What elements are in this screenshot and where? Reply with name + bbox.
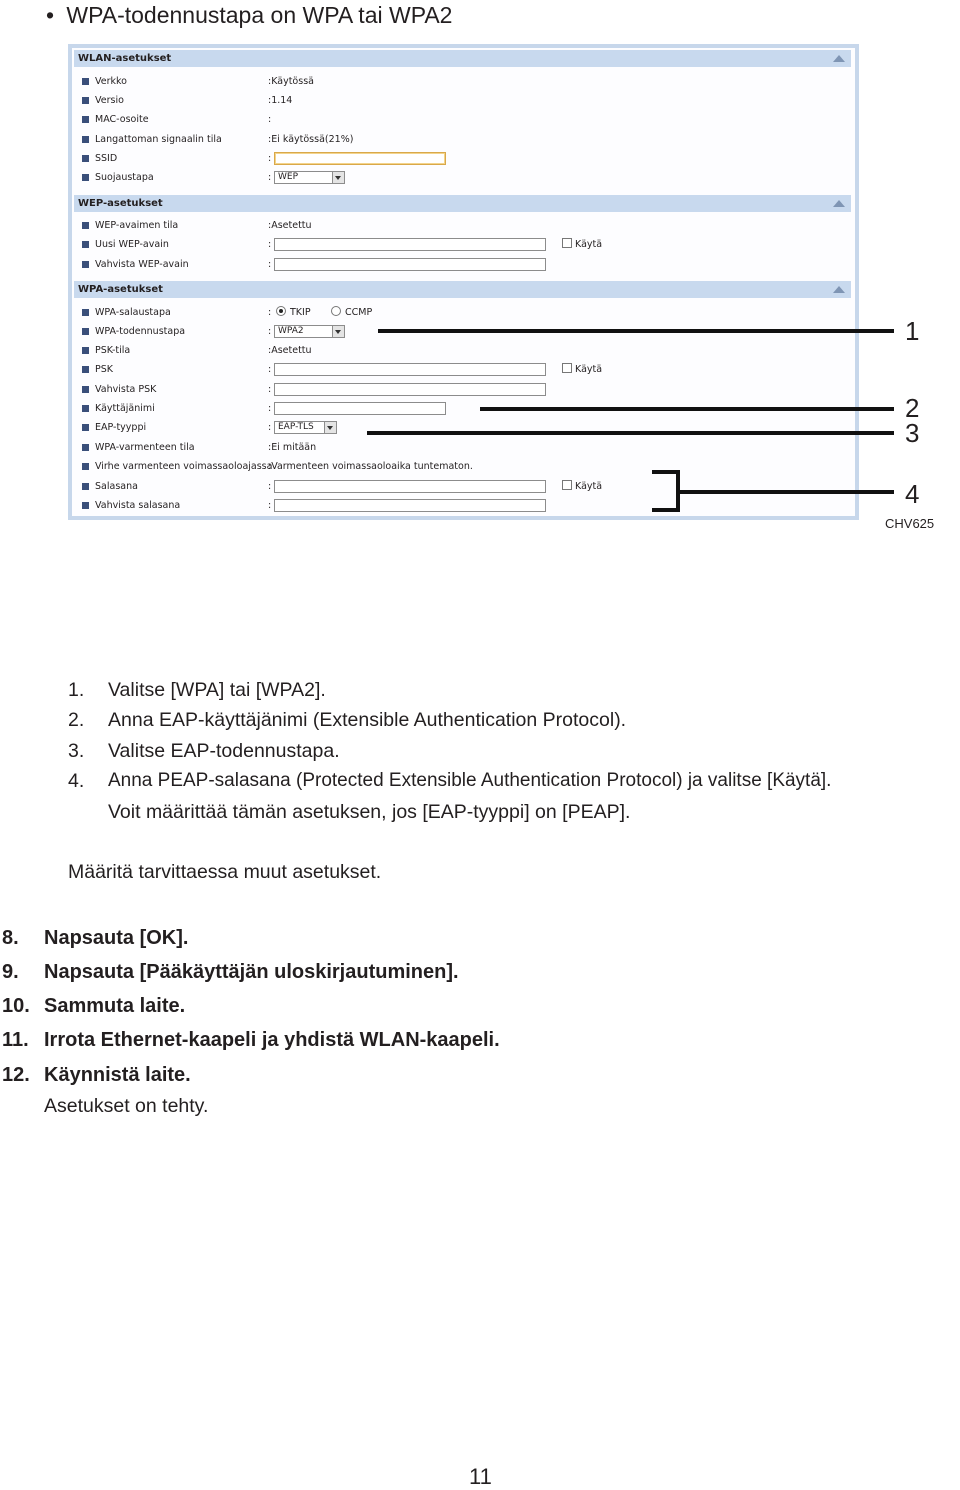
new-wep-key-input[interactable] <box>274 238 546 251</box>
row-ssid <box>80 149 850 168</box>
row-value: :Asetettu <box>268 220 312 231</box>
row-psk <box>80 360 850 379</box>
row-label: Verkko <box>95 76 127 87</box>
section-heading <box>46 0 452 30</box>
bullet-square-icon <box>82 444 89 451</box>
row-label: WPA-todennustapa <box>95 326 186 337</box>
step-number: 8. <box>2 927 19 949</box>
radio-label: TKIP <box>290 307 311 318</box>
wlan-section-title: WLAN-asetukset <box>78 53 172 64</box>
substep-text: Anna EAP-käyttäjänimi (Extensible Authentication Protocol). <box>108 709 627 731</box>
row-value: :Käytössä <box>268 76 314 87</box>
row-confirm-password <box>80 496 850 515</box>
wpa-section-title: WPA-asetukset <box>78 284 163 295</box>
row-version <box>80 91 850 110</box>
radio-icon[interactable] <box>331 306 341 316</box>
dropdown-arrow-icon[interactable] <box>332 326 344 337</box>
bullet-square-icon <box>82 366 89 373</box>
bullet: • <box>46 2 55 28</box>
row-value: : <box>268 326 272 337</box>
row-value: :1.14 <box>268 95 293 106</box>
callout-line-1 <box>378 329 894 333</box>
select-value: EAP-TLS <box>278 422 314 432</box>
row-value: :Varmenteen voimassaoloaika tuntematon. <box>268 461 473 472</box>
settings-screenshot <box>68 44 859 520</box>
bullet-square-icon <box>82 97 89 104</box>
other-settings-note: Määritä tarvittaessa muut asetukset. <box>68 861 382 883</box>
row-label: SSID <box>95 153 118 164</box>
substep-text: Valitse EAP-todennustapa. <box>108 740 340 762</box>
row-signal <box>80 130 850 149</box>
substep-2 <box>68 707 948 733</box>
bullet-square-icon <box>82 502 89 509</box>
row-value: : <box>268 153 272 164</box>
callout-number-4: 4 <box>905 479 920 509</box>
step-number: 11. <box>2 1029 29 1051</box>
row-label: Vahvista PSK <box>95 384 157 395</box>
radio-ccmp[interactable] <box>331 303 372 322</box>
substep-3 <box>68 738 948 764</box>
security-select[interactable] <box>274 171 345 184</box>
wlan-section-header[interactable] <box>74 50 851 67</box>
row-label: EAP-tyyppi <box>95 422 147 433</box>
select-value: WEP <box>278 172 299 182</box>
bullet-square-icon <box>82 347 89 354</box>
eap-type-select[interactable] <box>274 421 337 434</box>
checkbox-label: Käytä <box>575 364 603 375</box>
row-mac <box>80 110 850 129</box>
callout-line-2 <box>480 407 894 411</box>
step-11 <box>2 1027 702 1053</box>
substep-number: 1. <box>68 679 85 701</box>
step-10 <box>2 993 702 1019</box>
row-value: :Asetettu <box>268 345 312 356</box>
row-value: :Ei mitään <box>268 442 317 453</box>
row-label: MAC-osoite <box>95 114 149 125</box>
row-wpa-encryption <box>80 303 850 322</box>
collapse-icon[interactable] <box>833 55 845 62</box>
step-text: Napsauta [OK]. <box>44 927 189 949</box>
wpa-auth-select[interactable] <box>274 325 345 338</box>
row-confirm-psk <box>80 380 850 399</box>
radio-selected-icon[interactable] <box>276 306 286 316</box>
row-label: WPA-varmenteen tila <box>95 442 195 453</box>
bullet-square-icon <box>82 241 89 248</box>
dropdown-arrow-icon[interactable] <box>332 172 344 183</box>
substep-4 <box>68 768 958 794</box>
step-text: Käynnistä laite. <box>44 1064 191 1086</box>
bullet-square-icon <box>82 386 89 393</box>
row-label: PSK <box>95 364 113 375</box>
row-label: WPA-salaustapa <box>95 307 171 318</box>
step-text: Irrota Ethernet-kaapeli ja yhdistä WLAN-kaapeli. <box>44 1029 500 1051</box>
done-text: Asetukset on tehty. <box>44 1095 209 1117</box>
checkbox-label: Käytä <box>575 481 603 492</box>
substep-text: Anna PEAP-salasana (Protected Extensible Authentication Protocol) ja valitse [Käytä]. <box>108 770 832 791</box>
row-value: : <box>268 500 272 511</box>
select-value: WPA2 <box>278 326 304 336</box>
row-label: Versio <box>95 95 124 106</box>
row-label: Vahvista WEP-avain <box>95 259 189 270</box>
row-value: : <box>268 364 272 375</box>
bullet-square-icon <box>82 222 89 229</box>
substep-text: Valitse [WPA] tai [WPA2]. <box>108 679 326 701</box>
row-label: Virhe varmenteen voimassaoloajassa <box>95 461 273 472</box>
bullet-square-icon <box>82 261 89 268</box>
username-input[interactable] <box>274 402 446 415</box>
psk-input[interactable] <box>274 363 546 376</box>
step-9 <box>2 959 702 985</box>
step-number: 9. <box>2 961 19 983</box>
step-12 <box>2 1062 702 1088</box>
row-network <box>80 72 850 91</box>
figure-id: CHV625 <box>885 516 935 531</box>
radio-label: CCMP <box>345 307 373 318</box>
step-text: Sammuta laite. <box>44 995 186 1017</box>
row-label: Suojaustapa <box>95 172 154 183</box>
row-psk-status <box>80 341 850 360</box>
substep-number: 3. <box>68 740 85 762</box>
bullet-square-icon <box>82 116 89 123</box>
row-value: : <box>268 403 272 414</box>
row-label: WEP-avaimen tila <box>95 220 179 231</box>
row-value: : <box>268 422 272 433</box>
checkbox-icon[interactable] <box>562 480 572 490</box>
row-confirm-wep-key <box>80 255 850 274</box>
bullet-square-icon <box>82 483 89 490</box>
bullet-square-icon <box>82 424 89 431</box>
row-new-wep-key <box>80 235 850 254</box>
step-text: Napsauta [Pääkäyttäjän uloskirjautuminen]. <box>44 961 459 983</box>
row-label: Salasana <box>95 481 138 492</box>
callout-line-3 <box>367 431 894 435</box>
row-value: : <box>268 384 272 395</box>
step-number: 10. <box>2 995 30 1017</box>
callout-bracket-4 <box>652 470 680 512</box>
row-value: :Ei käytössä(21%) <box>268 134 354 145</box>
row-label: Vahvista salasana <box>95 500 181 511</box>
row-value: : <box>268 239 272 250</box>
wep-section-title: WEP-asetukset <box>78 198 163 209</box>
row-cert-status <box>80 438 850 457</box>
row-label: Uusi WEP-avain <box>95 239 169 250</box>
row-value: : <box>268 259 272 270</box>
confirm-psk-input[interactable] <box>274 383 546 396</box>
use-checkbox[interactable] <box>562 235 602 254</box>
row-security <box>80 168 850 187</box>
row-wep-key-status <box>80 216 850 235</box>
ssid-input[interactable] <box>274 152 446 165</box>
confirm-password-input[interactable] <box>274 499 546 512</box>
bullet-square-icon <box>82 136 89 143</box>
confirm-wep-key-input[interactable] <box>274 258 546 271</box>
row-label: Langattoman signaalin tila <box>95 134 222 145</box>
radio-tkip[interactable] <box>276 303 311 322</box>
use-checkbox[interactable] <box>562 477 602 496</box>
substep-number: 2. <box>68 709 85 731</box>
substep-number: 4. <box>68 770 85 792</box>
row-label: Käyttäjänimi <box>95 403 155 414</box>
callout-number-3: 3 <box>905 418 920 448</box>
heading-text: WPA-todennustapa on WPA tai WPA2 <box>66 2 453 28</box>
collapse-icon[interactable] <box>833 200 845 207</box>
bullet-square-icon <box>82 405 89 412</box>
use-checkbox[interactable] <box>562 360 602 379</box>
step-number: 12. <box>2 1064 30 1086</box>
row-label: PSK-tila <box>95 345 131 356</box>
bullet-square-icon <box>82 78 89 85</box>
page-number: 11 <box>469 1464 492 1489</box>
password-input[interactable] <box>274 480 546 493</box>
row-value: : <box>268 481 272 492</box>
callout-line-4 <box>680 490 894 494</box>
substep-1 <box>68 677 948 703</box>
bullet-square-icon <box>82 155 89 162</box>
wep-section-header[interactable] <box>74 195 851 212</box>
checkbox-icon[interactable] <box>562 363 572 373</box>
checkbox-icon[interactable] <box>562 238 572 248</box>
row-value: : <box>268 114 272 125</box>
bullet-square-icon <box>82 328 89 335</box>
row-value: : <box>268 172 272 183</box>
substep-4-note: Voit määrittää tämän asetuksen, jos [EAP-tyyppi] on [PEAP]. <box>108 801 631 823</box>
dropdown-arrow-icon[interactable] <box>324 422 336 433</box>
row-value: : <box>268 307 272 318</box>
wpa-section-header[interactable] <box>74 281 851 298</box>
collapse-icon[interactable] <box>833 286 845 293</box>
bullet-square-icon <box>82 174 89 181</box>
bullet-square-icon <box>82 463 89 470</box>
callout-number-1: 1 <box>905 316 920 346</box>
row-cert-error <box>80 457 850 476</box>
bullet-square-icon <box>82 309 89 316</box>
step-8 <box>2 925 702 951</box>
callout-number-2: 2 <box>905 393 920 423</box>
checkbox-label: Käytä <box>575 239 603 250</box>
